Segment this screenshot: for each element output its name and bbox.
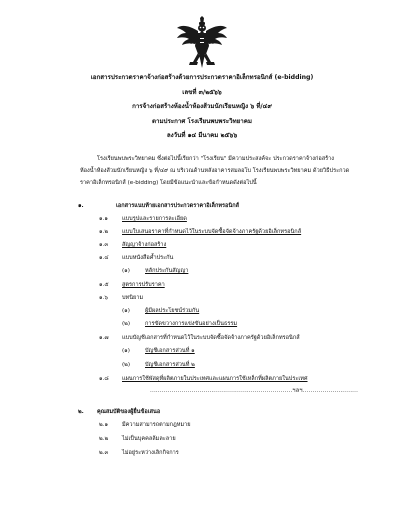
garuda-emblem-icon	[176, 16, 228, 70]
item-number: ๑.๘	[99, 376, 109, 382]
sub-item-number: (๒)	[122, 321, 131, 327]
intro-line-3: ราคาอิเล็กทรอนิกส์ (e-bidding) โดยมีข้อแนะนำและข้อกำหนดดังต่อไปนี้	[80, 180, 257, 186]
item-number: ๒.๒	[99, 436, 109, 442]
document-subject: การจ้างก่อสร้างห้องน้ำห้องส้วมนักเรียนหญิง ๖ ที่/๔๙	[132, 103, 272, 110]
item-number: ๒.๑	[99, 422, 109, 428]
section-2-title: คุณสมบัติของผู้ยื่นข้อเสนอ	[97, 409, 161, 415]
section-1-title: เอกสารแนบท้ายเอกสารประกวดราคาอิเล็กทรอนิกส์	[116, 203, 240, 209]
item-number: ๑.๓	[99, 242, 109, 248]
sub-item-number: (๑)	[122, 348, 130, 354]
item-number: ๑.๖	[99, 295, 108, 301]
announcement-line: ตามประกาศ โรงเรียนพบพระวิทยาคม	[151, 118, 252, 125]
item-label: ไม่เป็นบุคคลล้มละลาย	[122, 436, 176, 442]
item-number: ๒.๓	[99, 450, 109, 456]
attachment-link[interactable]: การขัดขวางการแข่งขันอย่างเป็นธรรม	[145, 321, 238, 327]
intro-line-1: โรงเรียนพบพระวิทยาคม ซึ่งต่อไปนี้เรียกว่า "โรงเรียน" มีความประสงค์จะ ประกวดราคาจ้างก่อสร้าง	[97, 156, 335, 162]
item-number: ๑.๒	[99, 229, 109, 235]
document-number: เลขที่ ๓/๒๕๖๖	[182, 89, 222, 96]
section-1-number: ๑.	[78, 203, 84, 209]
section-2-number: ๒.	[78, 409, 84, 415]
sub-item-number: (๑)	[122, 268, 130, 274]
attachment-link[interactable]: แบบรูปและรายการละเอียด	[122, 216, 187, 222]
attachment-link[interactable]: บัญชีเอกสารส่วนที่ ๒	[145, 362, 195, 368]
attachment-link[interactable]: สูตรการปรับราคา	[122, 282, 165, 288]
item-number: ๑.๕	[99, 282, 109, 288]
sub-item-number: (๑)	[122, 308, 130, 314]
attachment-link[interactable]: แผนการใช้พัสดุที่ผลิตภายในประเทศและแผนการใช้เหล็กที่ผลิตภายในประเทศ	[122, 376, 308, 382]
dots-separator: ........................................................................ฯลฯ............................	[150, 388, 359, 394]
item-number: ๑.๗	[99, 335, 109, 341]
item-number: ๑.๔	[99, 255, 109, 261]
attachment-link[interactable]: ผู้มีผลประโยชน์ร่วมกัน	[145, 308, 200, 314]
item-label: มีความสามารถตามกฎหมาย	[122, 422, 191, 428]
item-label: แบบบัญชีเอกสารที่กำหนดไว้ในระบบจัดซื้อจัดจ้างภาครัฐด้วยอิเล็กทรอนิกส์	[122, 335, 300, 341]
attachment-link[interactable]: สัญญาจ้างก่อสร้าง	[122, 242, 167, 248]
intro-line-2: ห้องน้ำห้องส้วมนักเรียนหญิง ๖ ที่/๔๙ ณ บริเวณด้านหลังอาคารสมลอโบ โรงเรียนพบพระวิทยาคม ด้วยวิธีประกวด	[80, 168, 350, 174]
item-label: บทนิยาม	[122, 295, 144, 301]
item-label: ไม่อยู่ระหว่างเลิกกิจการ	[122, 450, 179, 456]
item-number: ๑.๑	[99, 216, 108, 222]
attachment-link[interactable]: บัญชีเอกสารส่วนที่ ๑	[145, 348, 195, 354]
document-date: ลงวันที่ ๑๔ มีนาคม ๒๕๖๖	[166, 132, 238, 139]
item-label: แบบหนังสือค้ำประกัน	[122, 255, 174, 261]
document-title: เอกสารประกวดราคาจ้างก่อสร้างด้วยการประกวดราคาอิเล็กทรอนิกส์ (e-bidding)	[90, 74, 314, 81]
attachment-link[interactable]: หลักประกันสัญญา	[145, 268, 189, 274]
attachment-link[interactable]: แบบใบเสนอราคาที่กำหนดไว้ในระบบจัดซื้อจัดจ้างภาครัฐด้วยอิเล็กทรอนิกส์	[122, 229, 302, 235]
sub-item-number: (๒)	[122, 362, 131, 368]
